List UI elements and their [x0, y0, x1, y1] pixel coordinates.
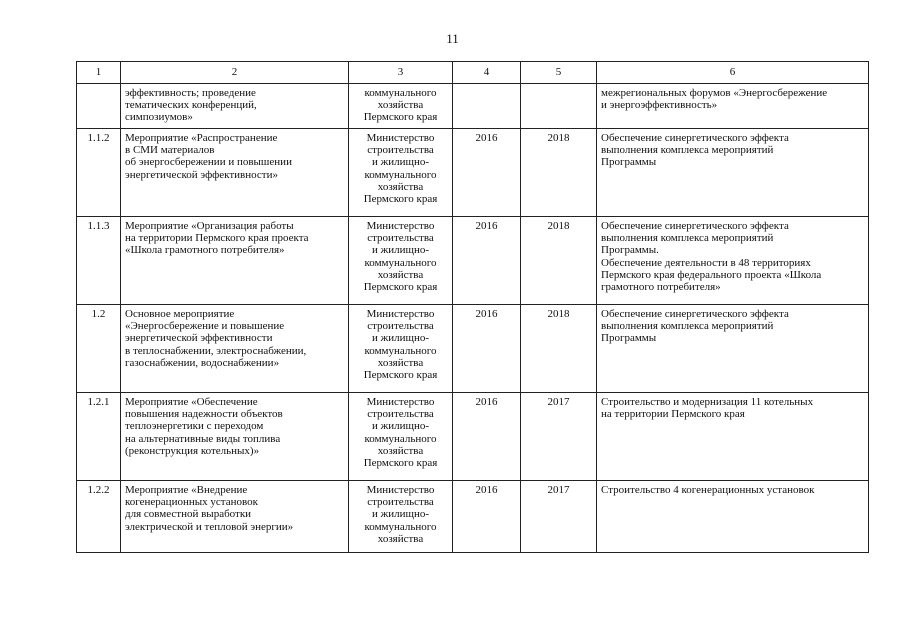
start-year-cell	[453, 84, 521, 129]
activity-name-line: Основное мероприятие	[125, 308, 235, 320]
row-number-cell: 1.1.2	[77, 129, 121, 217]
executor-line: коммунального	[364, 520, 437, 533]
expected-result-line: Обеспечение синергетического эффекта	[601, 220, 789, 232]
activity-name-line: на территории Пермского края проекта	[125, 232, 309, 245]
expected-result-line: и энергоэффективность»	[601, 99, 718, 112]
table-row	[77, 481, 869, 553]
activity-name-cell	[121, 84, 349, 129]
row-number-cell: 1.1.3	[77, 217, 121, 305]
activity-name-line: газоснабжении, водоснабжении»	[125, 356, 280, 369]
executor-line: и жилищно-	[371, 420, 430, 433]
header-cell-6: 6	[597, 62, 869, 84]
activity-name-cell	[121, 481, 349, 553]
header-cell-5: 5	[521, 62, 597, 84]
expected-result-line: Строительство и модернизация 11 котельных	[601, 396, 814, 408]
expected-result-line: Программы.	[601, 244, 659, 257]
activity-name-line: симпозиумов»	[125, 111, 193, 124]
executor-line: Министерство	[366, 308, 435, 320]
executor-cell	[349, 393, 453, 481]
table-row	[77, 393, 869, 481]
activity-name-line: энергетической эффективности»	[125, 168, 278, 181]
executor-cell	[349, 305, 453, 393]
activity-name-line: электрической и тепловой энергии»	[125, 520, 294, 533]
executor-line: Пермского края	[363, 457, 438, 470]
executor-line: строительства	[367, 320, 434, 333]
executor-line: Министерство	[366, 484, 435, 496]
expected-result-cell	[597, 481, 869, 553]
expected-result-line: выполнения комплекса мероприятий	[601, 232, 774, 245]
activity-name-line: Мероприятие «Организация работы	[125, 220, 294, 232]
activity-name-line: «Энергосбережение и повышение	[125, 320, 285, 333]
program-activities-table	[76, 61, 869, 553]
expected-result-cell	[597, 305, 869, 393]
activity-name-line: когенерационных установок	[125, 496, 258, 509]
executor-line: коммунального	[364, 168, 437, 181]
header-cell-4: 4	[453, 62, 521, 84]
start-year-cell: 2016	[453, 481, 521, 553]
activity-name-line: эффективность; проведение	[125, 87, 256, 99]
executor-line: строительства	[367, 496, 434, 509]
executor-line: и жилищно-	[371, 156, 430, 169]
executor-line: хозяйства	[377, 356, 424, 369]
executor-line: и жилищно-	[371, 244, 430, 257]
activity-name-line: для совместной выработки	[125, 508, 252, 521]
expected-result-line: выполнения комплекса мероприятий	[601, 320, 774, 333]
activity-name-line: Мероприятие «Внедрение	[125, 484, 248, 496]
row-number-cell: 1.2	[77, 305, 121, 393]
executor-cell	[349, 129, 453, 217]
header-cell-1: 1	[77, 62, 121, 84]
table-row	[77, 217, 869, 305]
activity-name-line: (реконструкция котельных)»	[125, 444, 260, 457]
row-number-cell	[77, 84, 121, 129]
end-year-cell: 2018	[521, 305, 597, 393]
executor-line: хозяйства	[377, 444, 424, 457]
executor-line: Министерство	[366, 132, 435, 144]
expected-result-line: выполнения комплекса мероприятий	[601, 144, 774, 157]
executor-line: строительства	[367, 408, 434, 421]
expected-result-line: Программы	[601, 332, 657, 345]
expected-result-cell	[597, 84, 869, 129]
executor-line: строительства	[367, 232, 434, 245]
end-year-cell	[521, 84, 597, 129]
start-year-cell: 2016	[453, 305, 521, 393]
expected-result-cell	[597, 129, 869, 217]
activity-name-line: в СМИ материалов	[125, 144, 215, 157]
executor-line: хозяйства	[377, 180, 424, 193]
executor-line: Пермского края	[363, 369, 438, 382]
executor-line: и жилищно-	[371, 332, 430, 345]
executor-line: Министерство	[366, 396, 435, 408]
page-number: 11	[446, 31, 459, 46]
executor-cell	[349, 217, 453, 305]
activity-name-line: теплоэнергетики с переходом	[125, 420, 264, 433]
activity-name-cell	[121, 393, 349, 481]
expected-result-line: на территории Пермского края	[601, 408, 745, 421]
table-row	[77, 129, 869, 217]
executor-line: коммунального	[364, 344, 437, 357]
activity-name-line: энергетической эффективности	[125, 332, 273, 345]
expected-result-line: Строительство 4 когенерационных установок	[601, 484, 815, 496]
row-number-cell: 1.2.2	[77, 481, 121, 553]
activity-name-line: повышения надежности объектов	[125, 408, 283, 421]
executor-cell	[349, 84, 453, 129]
expected-result-line: Пермского края федерального проекта «Школа	[601, 268, 822, 281]
activity-name-line: тематических конференций,	[125, 99, 257, 112]
table-row	[77, 84, 869, 129]
start-year-cell: 2016	[453, 217, 521, 305]
activity-name-line: в теплоснабжении, электроснабжении,	[125, 344, 307, 357]
activity-name-line: на альтернативные виды топлива	[125, 432, 281, 445]
executor-cell	[349, 481, 453, 553]
expected-result-line: Обеспечение синергетического эффекта	[601, 308, 789, 320]
executor-line: строительства	[367, 144, 434, 157]
executor-line: хозяйства	[377, 532, 424, 545]
expected-result-line: грамотного потребителя»	[601, 281, 721, 294]
end-year-cell: 2018	[521, 217, 597, 305]
expected-result-line: межрегиональных форумов «Энергосбережение	[601, 87, 828, 99]
expected-result-line: Программы	[601, 156, 657, 169]
executor-line: и жилищно-	[371, 508, 430, 521]
activity-name-line: Мероприятие «Обеспечение	[125, 396, 258, 408]
activity-name-line: об энергосбережении и повышении	[125, 156, 292, 169]
activity-name-line: «Школа грамотного потребителя»	[125, 244, 285, 257]
header-cell-2: 2	[121, 62, 349, 84]
executor-line: Пермского края	[363, 281, 438, 294]
end-year-cell: 2017	[521, 393, 597, 481]
executor-line: коммунального	[364, 87, 437, 99]
expected-result-cell	[597, 393, 869, 481]
end-year-cell: 2017	[521, 481, 597, 553]
table-row	[77, 305, 869, 393]
header-cell-3: 3	[349, 62, 453, 84]
executor-line: хозяйства	[377, 99, 424, 112]
start-year-cell: 2016	[453, 129, 521, 217]
activity-name-line: Мероприятие «Распространение	[125, 132, 278, 144]
activity-name-cell	[121, 217, 349, 305]
expected-result-line: Обеспечение синергетического эффекта	[601, 132, 789, 144]
start-year-cell: 2016	[453, 393, 521, 481]
executor-line: Министерство	[366, 220, 435, 232]
expected-result-cell	[597, 217, 869, 305]
executor-line: Пермского края	[363, 193, 438, 206]
activity-name-cell	[121, 305, 349, 393]
executor-line: коммунального	[364, 432, 437, 445]
expected-result-line: Обеспечение деятельности в 48 территориях	[601, 256, 811, 269]
row-number-cell: 1.2.1	[77, 393, 121, 481]
end-year-cell: 2018	[521, 129, 597, 217]
activity-name-cell	[121, 129, 349, 217]
table-header-row	[77, 62, 869, 84]
executor-line: Пермского края	[363, 111, 438, 124]
executor-line: хозяйства	[377, 268, 424, 281]
executor-line: коммунального	[364, 256, 437, 269]
